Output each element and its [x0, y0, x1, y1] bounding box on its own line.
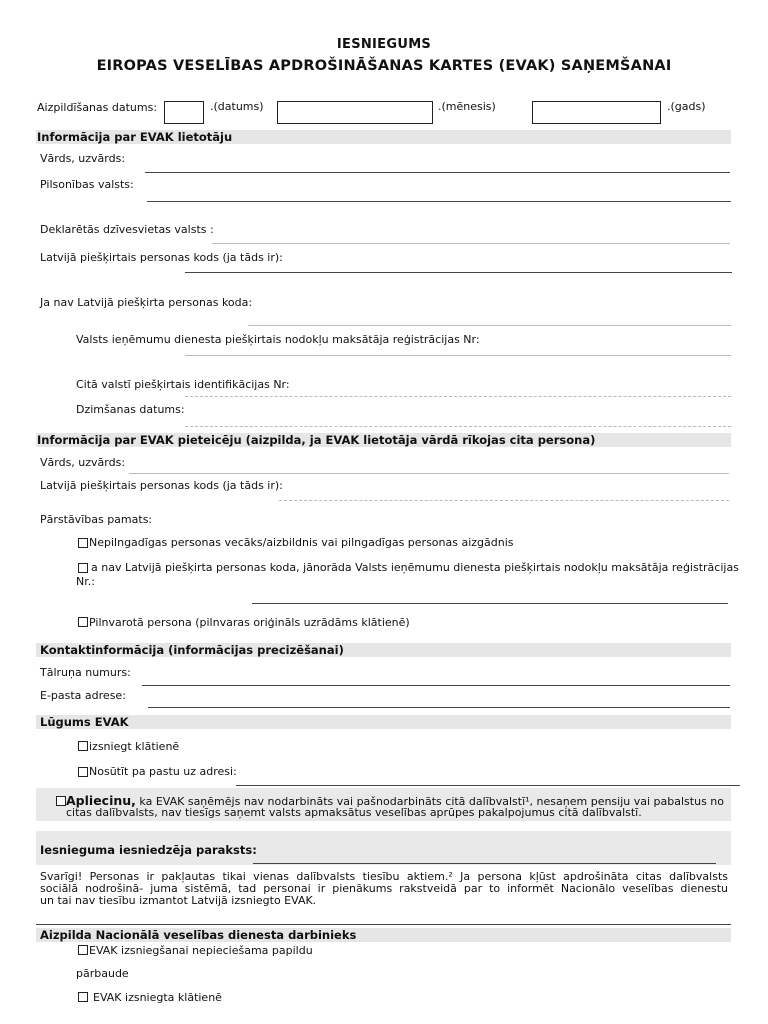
confirmation-bold: Apliecinu,: [66, 793, 136, 808]
user-section-title: Informācija par EVAK lietotāju: [37, 130, 233, 144]
option-authorized-label: Pilnvarotā persona (pilnvaras oriģināls uzrādāms klātienē): [89, 616, 410, 629]
separator-line: [36, 924, 731, 925]
fill-year-label: .(gads): [667, 100, 706, 113]
fill-day-label: .(datums): [210, 100, 264, 113]
user-foreign-id-label: Citā valstī piešķirtais identifikācijas Nr:: [76, 378, 290, 391]
fill-day-input[interactable]: [164, 101, 204, 124]
request-section-title: Lūgums EVAK: [40, 715, 129, 729]
checkbox-confirmation[interactable]: [56, 796, 66, 806]
user-residence-line[interactable]: [212, 243, 730, 244]
signature-line[interactable]: [253, 863, 716, 864]
user-name-line[interactable]: [145, 172, 730, 173]
checkbox-issued-in-person[interactable]: [78, 992, 88, 1002]
user-tax-reg-label: Valsts ieņēmumu dienesta piešķirtais nodokļu maksātāja reģistrācijas Nr:: [76, 333, 480, 346]
user-name-label: Vārds, uzvārds:: [40, 152, 126, 165]
option-issued-label: EVAK izsniegta klātienē: [93, 991, 222, 1004]
checkbox-additional-check[interactable]: [78, 945, 88, 955]
contact-section-title: Kontaktinformācija (informācijas precizēšanai): [40, 643, 344, 657]
notice-line3: un tai nav tiesību izmantot Latvijā izsniegto EVAK.: [40, 894, 317, 907]
confirmation-text-line2: citas dalībvalsts, nav tiesīgs saņemt valsts apmaksātus veselības aprūpes pakalpojumus citā dalībvalstī.: [66, 806, 642, 819]
user-personal-code-line[interactable]: [185, 272, 732, 273]
checkbox-authorized-person[interactable]: [78, 617, 88, 627]
checkbox-issue-in-person[interactable]: [78, 741, 88, 751]
mail-address-line[interactable]: [236, 785, 740, 786]
user-residence-label: Deklarētās dzīvesvietas valsts :: [40, 223, 214, 236]
checkbox-parent-guardian[interactable]: [78, 538, 88, 548]
notice-paragraph: [40, 871, 728, 907]
user-foreign-id-line[interactable]: [185, 396, 731, 397]
fill-month-input[interactable]: [277, 101, 433, 124]
notice-line1: Svarīgi! Personas ir pakļautas tikai vienas dalībvalsts tiesību aktiem.² Ja persona kļūst apdrošināta citas dalībvalsts: [40, 870, 728, 883]
fill-date-label: Aizpildīšanas datums:: [37, 101, 158, 114]
email-label: E-pasta adrese:: [40, 689, 126, 702]
user-no-code-label: Ja nav Latvijā piešķirta personas koda:: [40, 296, 253, 309]
option-no-code-label-line2: Nr.:: [76, 575, 95, 588]
user-citizenship-line[interactable]: [147, 201, 731, 202]
applicant-personal-code-label: Latvijā piešķirtais personas kods (ja tāds ir):: [40, 479, 283, 492]
user-birth-date-label: Dzimšanas datums:: [76, 403, 185, 416]
fill-year-input[interactable]: [532, 101, 661, 124]
option-in-person-label: izsniegt klātienē: [89, 740, 180, 753]
document-title: IESNIEGUMS: [336, 37, 432, 52]
notice-line2: sociālā nodrošinā- juma sistēmā, tad personai ir pienākums rakstveidā par to informēt Nacionālo veselības dienestu: [40, 882, 728, 895]
staff-section-title: Aizpilda Nacionālā veselības dienesta darbinieks: [40, 928, 357, 942]
user-citizenship-label: Pilsonības valsts:: [40, 178, 134, 191]
fill-month-label: .(mēnesis): [438, 100, 496, 113]
option-parent-guardian-label: Nepilngadīgas personas vecāks/aizbildnis vai pilngadīgas personas aizgādnis: [89, 536, 514, 549]
no-code-tax-reg-line[interactable]: [252, 603, 728, 604]
email-line[interactable]: [148, 707, 730, 708]
applicant-name-label: Vārds, uzvārds:: [40, 456, 126, 469]
user-personal-code-label: Latvijā piešķirtais personas kods (ja tāds ir):: [40, 251, 283, 264]
user-tax-reg-line[interactable]: [185, 355, 731, 356]
representation-basis-label: Pārstāvības pamats:: [40, 513, 153, 526]
checkbox-send-by-mail[interactable]: [78, 767, 88, 777]
user-no-code-line[interactable]: [248, 325, 731, 326]
document-subtitle: EIROPAS VESELĪBAS APDROŠINĀŠANAS KARTES (EVAK) SAŅEMŠANAI: [96, 58, 672, 74]
option-mail-label: Nosūtīt pa pastu uz adresi:: [89, 765, 237, 778]
applicant-name-line[interactable]: [129, 473, 729, 474]
signature-label: Iesnieguma iesniedzēja paraksts:: [40, 843, 257, 857]
applicant-section-title: Informācija par EVAK pieteicēju (aizpilda, ja EVAK lietotāja vārdā rīkojas cita persona): [37, 433, 596, 447]
phone-line[interactable]: [142, 685, 730, 686]
checkbox-no-personal-code[interactable]: [78, 563, 88, 573]
option-additional-check-line1: EVAK izsniegšanai nepieciešama papildu: [89, 944, 313, 957]
request-section-band: [36, 715, 731, 729]
user-birth-date-line[interactable]: [185, 426, 731, 427]
applicant-personal-code-line[interactable]: [279, 500, 729, 501]
option-no-code-label-line1: a nav Latvijā piešķirta personas koda, jānorāda Valsts ieņēmumu dienesta piešķirtais nodokļu maksātāja reģistrācijas: [91, 561, 739, 574]
option-additional-check-line2: pārbaude: [76, 967, 129, 980]
phone-label: Tālruņa numurs:: [40, 666, 131, 679]
confirmation-line1: ka EVAK saņēmējs nav nodarbināts vai pašnodarbināts citā dalībvalstī¹, nesaņem pensiju vai pabalstus no: [135, 795, 724, 808]
